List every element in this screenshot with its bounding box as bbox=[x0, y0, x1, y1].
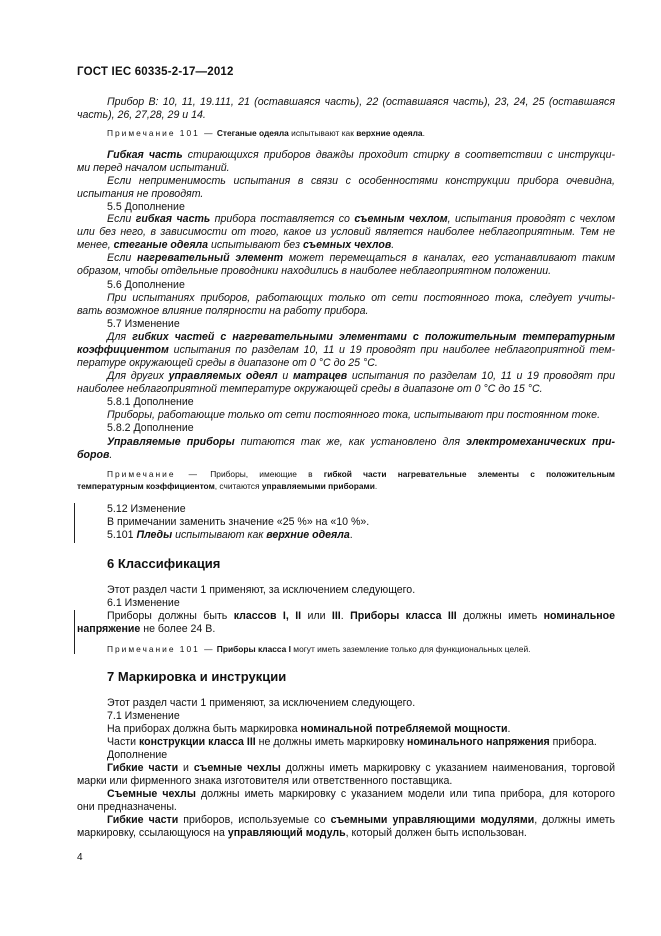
clause-5-5-p2-line-2: образом, чтобы отдельные проводники находились в наиболее неблагоприятном положении. bbox=[77, 265, 552, 277]
clause-5-7-line-1: Для гибких частей с нагревательными элементами с положительным температурным bbox=[107, 331, 615, 343]
note-text: испытывают как bbox=[291, 128, 354, 138]
clause-7-1-line-1: На приборах должна быть маркировка номинальной потребляемой мощности. bbox=[107, 723, 511, 735]
flex-line-2: ми перед началом испытаний. bbox=[77, 162, 230, 174]
page-header: ГОСТ IEC 60335-2-17—2012 bbox=[77, 66, 234, 78]
pribor-line-2: часть), 26, 27,28, 29 и 14. bbox=[77, 109, 206, 121]
esli-line-1: Если неприменимость испытания в связи с особенностями конструкции прибора очевидна, bbox=[107, 175, 615, 187]
clause-5-5-p2-line-1: Если нагревательный элемент может перемещаться в каналах, его устанавливают таким bbox=[107, 252, 615, 264]
change-bar-6 bbox=[74, 610, 75, 654]
clause-5-8-2-heading: 5.8.2 Дополнение bbox=[107, 422, 194, 434]
clause-5-8-2-line-1: Управляемые приборы питаются так же, как установлено для электромеханических при- bbox=[107, 436, 615, 448]
clause-5-7-line-2: коэффициентом испытания по разделам 10, 11 и 19 проводят при наиболее неблагоприятной тем- bbox=[77, 344, 615, 356]
clause-5-8-1-line-1: Приборы, работающие только от сети постоянного тока, испытывают при постоянном токе. bbox=[107, 409, 601, 421]
term-gibkaya-chast: Гибкая часть bbox=[107, 149, 183, 161]
section-6-title: 6 Классификация bbox=[107, 556, 221, 571]
flex-line-1: Гибкая часть стирающихся приборов дважды проходит стирку в соответствии с инструкци- bbox=[107, 149, 615, 161]
clause-6-1-line-1: Приборы должны быть классов I, II или III. Приборы класса III должны иметь номинальное bbox=[107, 610, 615, 622]
clause-5-7-line-3: пературе окружающей среды в диапазоне от 0 °С до 25 °С. bbox=[77, 357, 378, 369]
clause-5-6-heading: 5.6 Дополнение bbox=[107, 279, 185, 291]
clause-5-6-line-2: вать возможное влияние полярности на работу прибора. bbox=[77, 305, 369, 317]
clause-7-1-line-6: Съемные чехлы должны иметь маркировку с указанием модели или типа прибора, для которого bbox=[107, 788, 615, 800]
change-bar bbox=[74, 503, 75, 543]
clause-5-5-heading: 5.5 Дополнение bbox=[107, 201, 185, 213]
clause-6-1-line-2: напряжение не более 24 В. bbox=[77, 623, 216, 635]
clause-7-1-heading: 7.1 Изменение bbox=[107, 710, 180, 722]
esli-line-2: испытания не проводят. bbox=[77, 188, 204, 200]
term-steganye-odeyala: Стеганые одеяла bbox=[216, 128, 289, 138]
clause-6-1-heading: 6.1 Изменение bbox=[107, 597, 180, 609]
pribor-line-1: Прибор В: 10, 11, 19.111, 21 (оставшаяся часть), 22 (оставшаяся часть), 23, 24, 25 (оставшаяся bbox=[107, 96, 615, 108]
note-ptc-line-2: температурным коэффициентом, считаются управляемыми приборами. bbox=[77, 481, 378, 491]
note-101-class: Примечание 101 — Приборы класса I могут иметь заземление только для функциональных целей. bbox=[107, 644, 531, 654]
term-verkhnie-odeyala: верхние одеяла bbox=[356, 128, 423, 138]
clause-5-6-line-1: При испытаниях приборов, работающих только от сети постоянного тока, следует учиты- bbox=[107, 292, 615, 304]
clause-7-1-line-2: Части конструкции класса III не должны иметь маркировку номинального напряжения прибора. bbox=[107, 736, 597, 748]
clause-7-1-line-8: Гибкие части приборов, используемые со съемными управляющими модулями, должны иметь bbox=[107, 814, 615, 826]
note-ptc-line-1: Примечание — Приборы, имеющие в гибкой части нагревательные элементы с положительным bbox=[107, 469, 615, 479]
section-7-title: 7 Маркировка и инструкции bbox=[107, 669, 287, 684]
clause-7-1-line-4: Гибкие части и съемные чехлы должны иметь маркировку с указанием наименования, торговой bbox=[107, 762, 615, 774]
clause-5-7-heading: 5.7 Изменение bbox=[107, 318, 180, 330]
note-label: Примечание 101 — bbox=[107, 128, 215, 138]
clause-5-5-p1-line-3: менее, стеганые одеяла испытывают без съемных чехлов. bbox=[77, 239, 395, 251]
clause-5-7-line-5: наиболее неблагоприятной температуре окружающей среды в диапазоне от 0 °С до 15 °С. bbox=[77, 383, 543, 395]
clause-7-1-addition: Дополнение bbox=[107, 749, 168, 761]
clause-5-12-line-1: В примечании заменить значение «25 %» на «10 %». bbox=[107, 516, 370, 528]
note-101-stegannye: Примечание 101 — Стеганые одеяла испытывают как верхние одеяла. bbox=[107, 128, 425, 138]
clause-5-101-line: 5.101 Пледы испытывают как верхние одеяла. bbox=[107, 529, 353, 541]
clause-5-5-p1-line-1: Если гибкая часть прибора поставляется со съемным чехлом, испытания проводят с чехлом bbox=[107, 213, 615, 225]
clause-5-8-1-heading: 5.8.1 Дополнение bbox=[107, 396, 194, 408]
clause-5-7-line-4: Для других управляемых одеял и матрацев испытания по разделам 10, 11 и 19 проводят при bbox=[107, 370, 615, 382]
section-7-intro: Этот раздел части 1 применяют, за исключением следующего. bbox=[107, 697, 416, 709]
clause-5-5-p1-line-2: или без него, в зависимости от того, какое из условий является наиболее неблагоприятным. Тем не bbox=[77, 226, 615, 238]
clause-5-8-2-line-2: боров. bbox=[77, 449, 113, 461]
clause-7-1-line-7: они предназначены. bbox=[77, 801, 177, 813]
section-6-intro: Этот раздел части 1 применяют, за исключением следующего. bbox=[107, 584, 416, 596]
page-number: 4 bbox=[77, 852, 83, 863]
clause-5-12-heading: 5.12 Изменение bbox=[107, 503, 186, 515]
clause-7-1-line-9: маркировку, ссылающуюся на управляющий модуль, который должен быть использован. bbox=[77, 827, 527, 839]
clause-7-1-line-5: марки или фирменного знака изготовителя или ответственного поставщика. bbox=[77, 775, 453, 787]
